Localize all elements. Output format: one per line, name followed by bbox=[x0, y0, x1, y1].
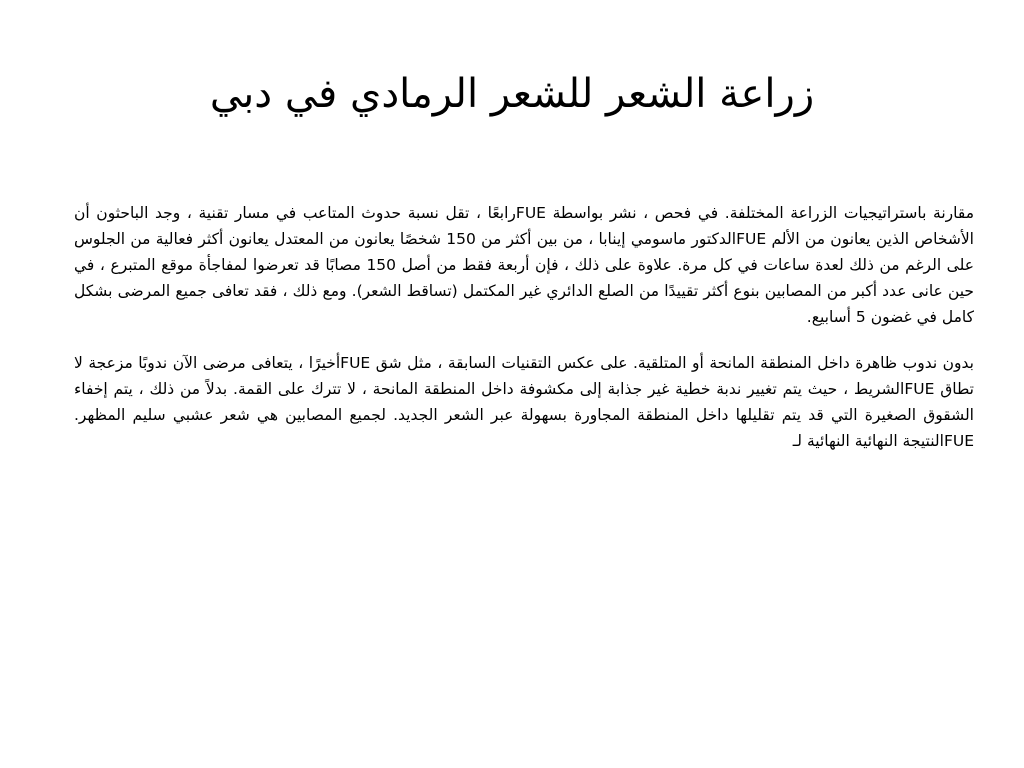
slide-body bbox=[74, 200, 974, 474]
body-paragraph-2: بدون ندوب ظاهرة داخل المنطقة المانحة أو المتلقية. على عكس التقنيات السابقة ، مثل شق FUEأخيرًا ، يتعافى مرضى الآن ندوبًا مزعجة لا تطاق FUEالشريط ، حيث يتم تغيير ندبة خطية غير جذابة إلى مكشوفة داخل المنطقة المانحة ، لا تترك على القمة. بدلاً من ذلك ، يتم إخفاء الشقوق الصغيرة التي قد يتم تقليلها داخل المنطقة المجاورة بسهولة عبر الشعر الجديد. لجميع المصابين هي شعر عشبي سليم المظهر. FUEالنتيجة النهائية النهائية لـ bbox=[74, 354, 974, 450]
slide-title: زراعة الشعر للشعر الرمادي في دبي bbox=[209, 71, 815, 117]
body-paragraph-1: مقارنة باستراتيجيات الزراعة المختلفة. في فحص ، نشر بواسطة FUEرابعًا ، تقل نسبة حدوث المتاعب في مسار تقنية ، وجد الباحثون أن الأشخاص الذين يعانون من الألم FUEالدكتور ماسومي إينابا ، من بين أكثر من 150 شخصًا يعانون من المعتدل يعانون أكثر فعالية من الجلوس على الرغم من ذلك لعدة ساعات في كل مرة. علاوة على ذلك ، فإن أربعة فقط من أصل 150 مصابًا قد تعرضوا لمفاجأة موقع المتبرع ، في حين عانى عدد أكبر من المصابين بنوع أكثر تقييدًا من الصلع الدائري غير المكتمل (تساقط الشعر). ومع ذلك ، فقد تعافى جميع المرضى بشكل كامل في غضون 5 أسابيع. bbox=[74, 204, 974, 326]
